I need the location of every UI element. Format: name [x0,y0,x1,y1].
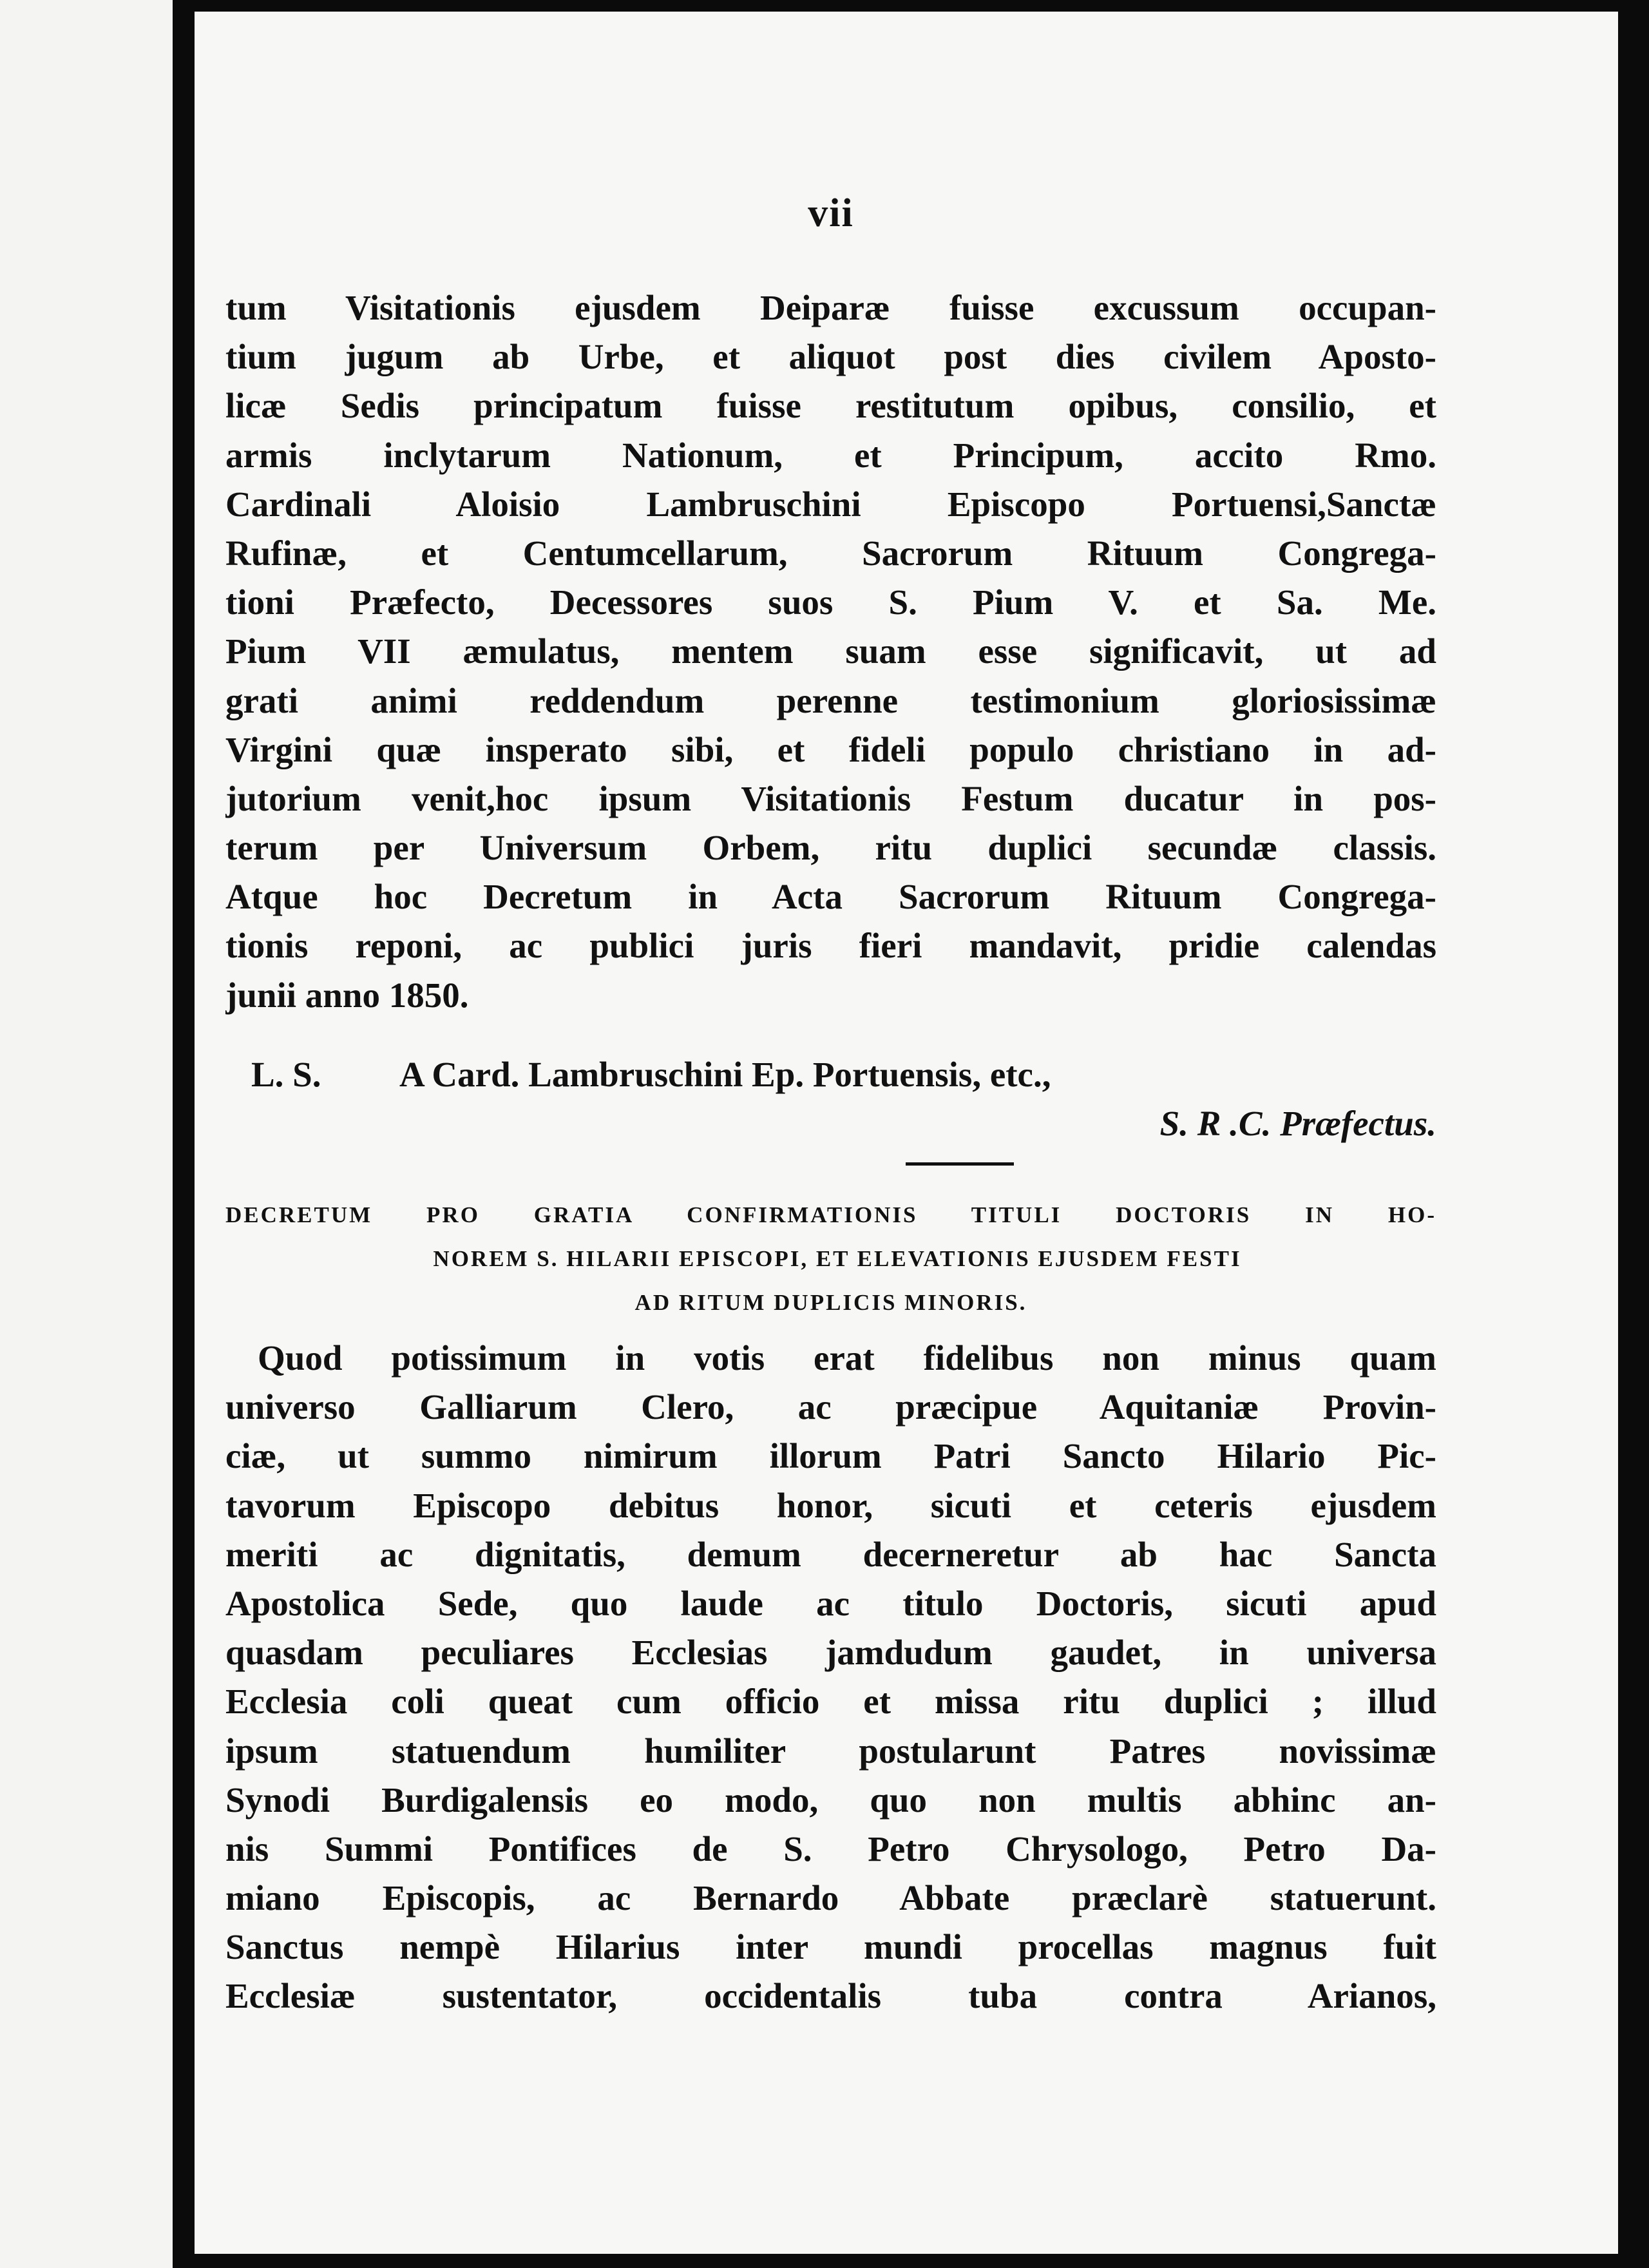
signatory-title [225,1099,1436,1148]
signatory-title-text: S. R .C. Præfectus. [1159,1104,1436,1143]
text-line: Ecclesia coli queat cum officio et missa ritu duplici ; illud [225,1682,1436,1722]
page-number: vii [808,191,854,235]
text-line: Synodi Burdigalensis eo modo, quo non multis abhinc an- [225,1780,1436,1820]
decree-continuation [225,284,1436,1020]
section-divider [906,1162,1014,1166]
text-line: armis inclytarum Nationum, et Principum, accito Rmo. [225,435,1436,475]
heading-line: AD RITUM DUPLICIS MINORIS. [634,1290,1027,1315]
page-edge-shadow [1618,0,1649,2268]
text-line: meriti ac dignitatis, demum decerneretur ab hac Sancta [225,1534,1436,1574]
decree-heading [225,1193,1436,1325]
text-line: Ecclesiæ sustentator, occidentalis tuba contra Arianos, [225,1976,1436,2016]
signatory-name: A Card. Lambruschini Ep. Portuensis, etc., [399,1055,1051,1094]
signature-block [225,1050,1436,1148]
text-line: Apostolica Sede, quo laude ac titulo Doctoris, sicuti apud [225,1583,1436,1623]
text-line: Pium VII æmulatus, mentem suam esse significavit, ut ad [225,631,1436,671]
text-line: universo Galliarum Clero, ac præcipue Aquitaniæ Provin- [225,1387,1436,1427]
text-line: miano Episcopis, ac Bernardo Abbate præclarè statuerunt. [225,1878,1436,1918]
text-line: Rufinæ, et Centumcellarum, Sacrorum Rituum Congrega- [225,533,1436,573]
heading-line: NOREM S. HILARII EPISCOPI, ET ELEVATIONIS EJUSDEM FESTI [433,1246,1242,1271]
text-line: quasdam peculiares Ecclesias jamdudum gaudet, in universa [225,1633,1436,1673]
book-gutter [173,0,195,2268]
locus-sigilli: L. S. [251,1055,321,1094]
text-line: Atque hoc Decretum in Acta Sacrorum Rituum Congrega- [225,877,1436,917]
text-line: Sanctus nempè Hilarius inter mundi procellas magnus fuit [225,1927,1436,1967]
signature-line [225,1050,1436,1099]
text-line: tium jugum ab Urbe, et aliquot post dies civilem Aposto- [225,337,1436,377]
text-line: jutorium venit,hoc ipsum Visitationis Festum ducatur in pos- [225,778,1436,818]
text-line: ipsum statuendum humiliter postularunt Patres novissimæ [225,1731,1436,1771]
text-line: tioni Præfecto, Decessores suos S. Pium V. et Sa. Me. [225,582,1436,622]
text-line: nis Summi Pontifices de S. Petro Chrysologo, Petro Da- [225,1829,1436,1869]
text-line: Quod potissimum in votis erat fidelibus non minus quam [258,1338,1436,1378]
text-line: terum per Universum Orbem, ritu duplici secundæ classis. [225,828,1436,868]
text-line: Cardinali Aloisio Lambruschini Episcopo Portuensi,Sanctæ [225,484,1436,524]
text-line: grati animi reddendum perenne testimonium gloriosissimæ [225,680,1436,720]
heading-line: DECRETUM PRO GRATIA CONFIRMATIONIS TITULI DOCTORIS IN HO- [225,1202,1436,1227]
text-line: Virgini quæ insperato sibi, et fideli populo christiano in ad- [225,729,1436,769]
facing-page-edge [0,0,173,2268]
text-line: tum Visitationis ejusdem Deiparæ fuisse excussum occupan- [225,288,1436,327]
text-line: tavorum Episcopo debitus honor, sicuti et ceteris ejusdem [225,1485,1436,1525]
decree-body [225,1334,1436,2021]
text-line: ciæ, ut summo nimirum illorum Patri Sancto Hilario Pic- [225,1436,1436,1476]
text-line: tionis reponi, ac publici juris fieri mandavit, pridie calendas [225,926,1436,966]
text-line: junii anno 1850. [225,975,469,1015]
text-line: licæ Sedis principatum fuisse restitutum opibus, consilio, et [225,386,1436,426]
